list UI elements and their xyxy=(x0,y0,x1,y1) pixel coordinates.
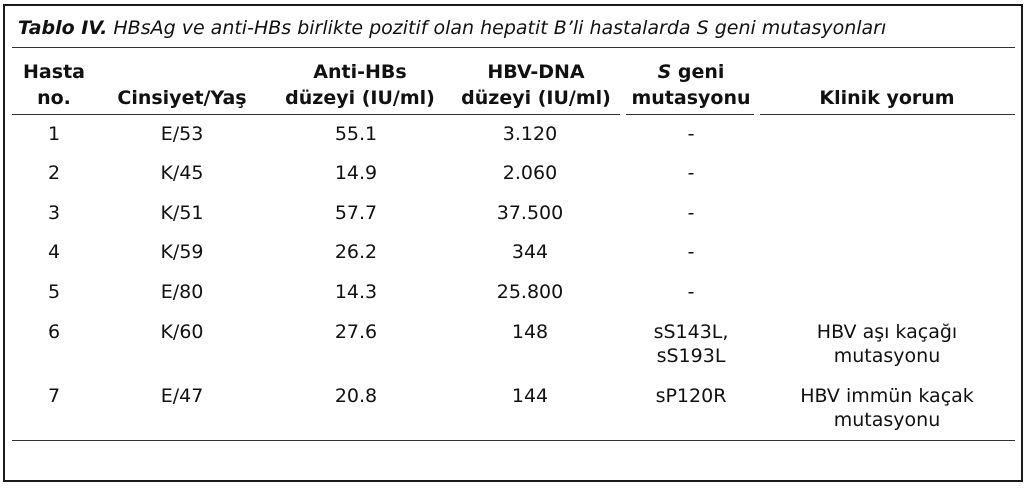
header-cinsiyet-yas: Cinsiyet/Yaş xyxy=(117,87,247,109)
cell-no: 6 xyxy=(47,321,61,343)
caption-label: Tablo IV. xyxy=(18,17,108,39)
cell-mut: sP120R xyxy=(655,385,727,407)
header-klinik-yorum: Klinik yorum xyxy=(819,87,955,109)
cell-hbvdna: 148 xyxy=(511,321,549,343)
cell-antihbs: 57.7 xyxy=(334,202,378,224)
cell-antihbs: 20.8 xyxy=(334,385,378,407)
cell-cinsiyet: E/47 xyxy=(160,385,204,407)
cell-cinsiyet: E/80 xyxy=(160,281,204,303)
header-hasta-no: Hasta no. xyxy=(23,61,85,109)
cell-cinsiyet: K/45 xyxy=(160,162,204,184)
cell-hbvdna: 3.120 xyxy=(502,123,558,145)
table-caption xyxy=(18,17,886,39)
header-s-geni: S geni mutasyonu xyxy=(631,61,751,109)
cell-hbvdna: 2.060 xyxy=(502,162,558,184)
cell-no: 7 xyxy=(47,385,61,407)
caption-rule xyxy=(12,47,1015,48)
cell-hbvdna: 25.800 xyxy=(496,281,564,303)
cell-antihbs: 27.6 xyxy=(334,321,378,343)
cell-cinsiyet: K/51 xyxy=(160,202,204,224)
cell-no: 2 xyxy=(47,162,61,184)
cell-hbvdna: 344 xyxy=(511,241,549,263)
cell-antihbs: 14.9 xyxy=(334,162,378,184)
cell-mut: - xyxy=(687,281,695,303)
cell-klinik: HBV immün kaçak mutasyonu xyxy=(800,385,974,431)
cell-no: 4 xyxy=(47,241,61,263)
cell-mut: - xyxy=(687,162,695,184)
cell-mut: - xyxy=(687,241,695,263)
cell-mut: - xyxy=(687,123,695,145)
caption-text: HBsAg ve anti-HBs birlikte pozitif olan hepatit B’li hastalarda S geni mutasyonları xyxy=(107,17,887,39)
table-bottom-rule xyxy=(12,440,1015,441)
cell-cinsiyet: E/53 xyxy=(160,123,204,145)
header-rule-b xyxy=(626,114,754,115)
cell-no: 1 xyxy=(47,123,61,145)
cell-mut: sS143L, sS193L xyxy=(653,321,729,367)
header-anti-hbs: Anti-HBs düzeyi (IU/ml) xyxy=(285,61,435,109)
cell-antihbs: 26.2 xyxy=(334,241,378,263)
cell-antihbs: 55.1 xyxy=(334,123,378,145)
cell-cinsiyet: K/60 xyxy=(160,321,204,343)
cell-antihbs: 14.3 xyxy=(334,281,378,303)
cell-mut: - xyxy=(687,202,695,224)
cell-no: 5 xyxy=(47,281,61,303)
cell-hbvdna: 144 xyxy=(511,385,549,407)
cell-hbvdna: 37.500 xyxy=(496,202,564,224)
cell-klinik: HBV aşı kaçağı mutasyonu xyxy=(816,321,958,367)
header-rule-a xyxy=(12,114,620,115)
cell-no: 3 xyxy=(47,202,61,224)
cell-cinsiyet: K/59 xyxy=(160,241,204,263)
header-hbv-dna: HBV-DNA düzeyi (IU/ml) xyxy=(461,61,611,109)
header-rule-c xyxy=(760,114,1015,115)
